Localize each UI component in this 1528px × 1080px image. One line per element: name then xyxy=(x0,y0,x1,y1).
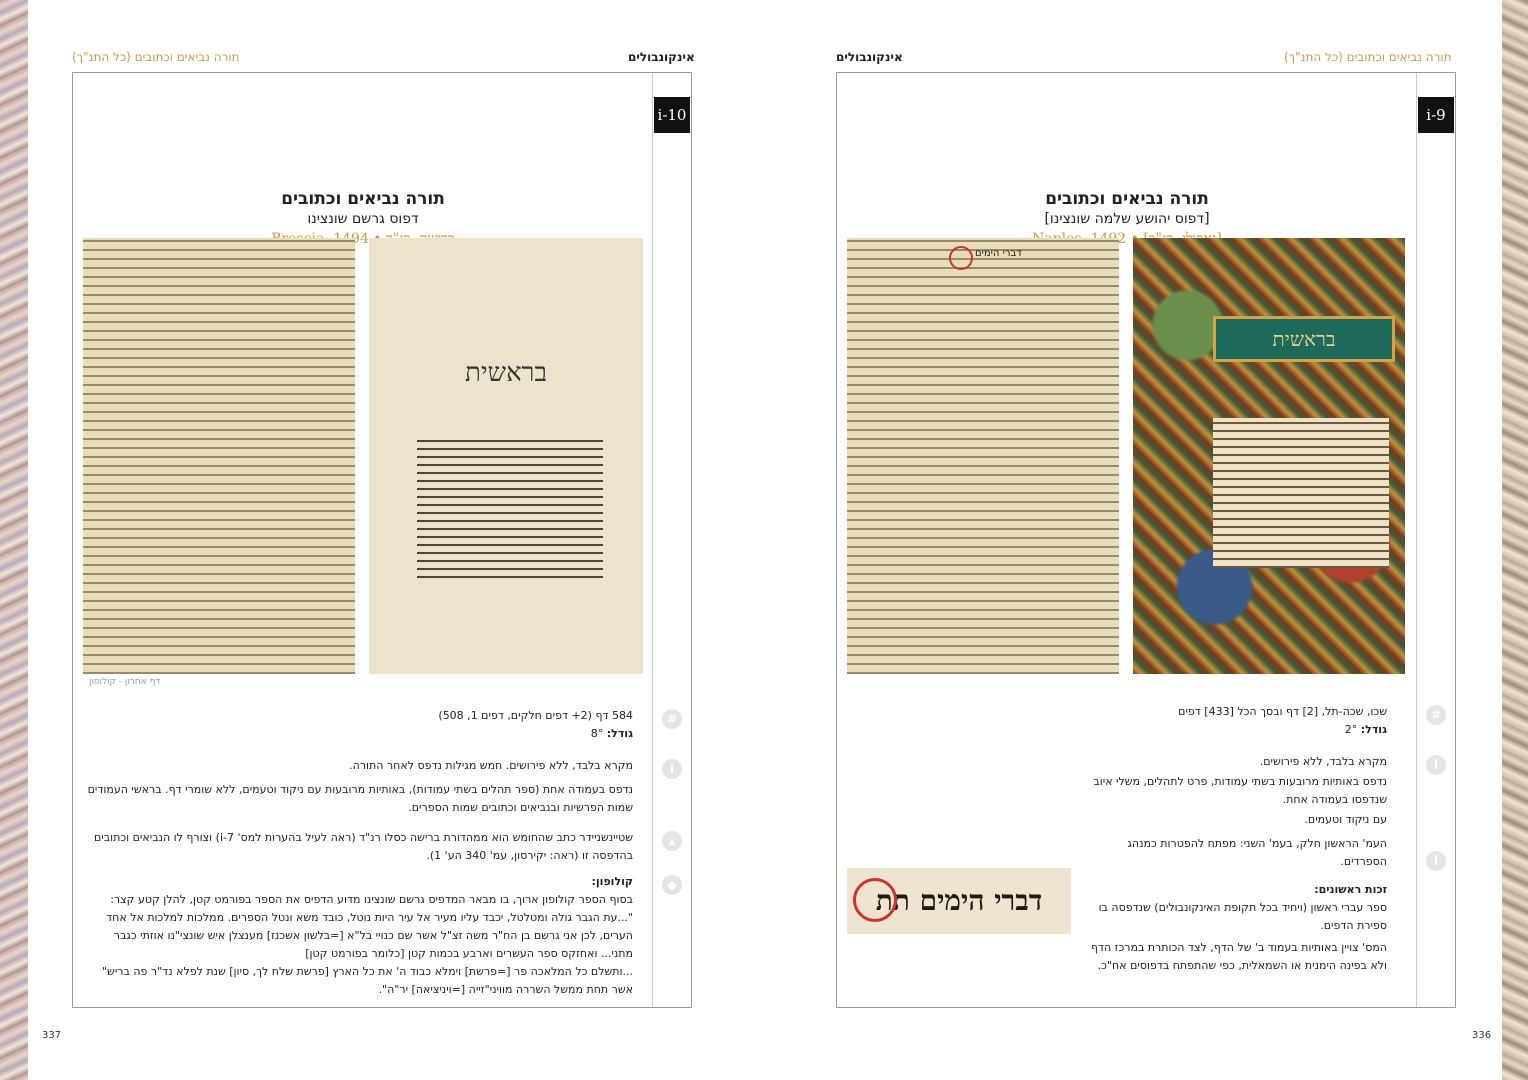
image-header-word: דברי הימים xyxy=(975,248,1022,259)
colophon-p2: "...עת הגבר גולה ומטלטל, יכבד עליו מעיר אל עיר היות נוטל, כובד משא ונטל הספרים. ממלכות למלכות אל אחד הערים, לכן אני גרשם בן הח"ר משה זצ"ל אשר שם כנויי בל"א [=בלשון אשכנז] מענצלן איש שונצי"נו אוזתי כגבר מתני... ואחזקס ספר העשרים וארבע בכמות קטן [כלומר בפורמט קטן] xyxy=(106,911,633,960)
folio-circle-mark xyxy=(853,878,897,922)
firsts-p2: המס' צויין באותיות בעמוד ב' של הדף, לצד הכותרת במרכז הדף ולא בפינה הימנית או השמאלית, כפי שהתפתח בדפוסים אח"כ. xyxy=(1090,941,1387,972)
colophon-label: קולופון: xyxy=(591,875,633,888)
first-page-image xyxy=(369,238,643,674)
running-head-gold: תורה נביאים וכתובים (כל התנ"ך) xyxy=(1284,50,1452,64)
marbled-edge-right xyxy=(1502,0,1528,1080)
entry-title: תורה נביאים וכתובים xyxy=(281,189,445,209)
entry-frame xyxy=(72,72,692,1008)
page-left xyxy=(28,0,764,1080)
desc-p4: העמ' הראשון חלק, בעמ' השני: מפתח להפטרות כמנהג הספרדים. xyxy=(1127,837,1387,868)
colophon-p1: בסוף הספר קולופון ארוך, בו מבאר המדפיס גרשם שונצינו מדוע הדפיס את הספר בפורמט קטן, להלן קטע קצר: xyxy=(110,893,633,906)
desc-p3: עם ניקוד וטעמים. xyxy=(1304,813,1387,826)
size-value: 8° xyxy=(590,727,604,740)
colophon-p3: ...ותשלם כל המלאכה פר [=פרשת] וימלא כבוד ה' את כל הארץ [פרשת שלח לך, סיון] שנת לפלא נד"ר פה בריש" אשר תחת ממשל השררה מוויני"זייה [=ויניציאה] יר"ה". xyxy=(101,965,633,996)
entry-frame xyxy=(836,72,1456,1008)
running-head-gold: תורה נביאים וכתובים (כל התנ"ך) xyxy=(72,50,240,64)
firsts-label: זכות ראשונים: xyxy=(1314,883,1387,896)
inset-text: דברי הימים תת xyxy=(875,884,1043,917)
entry-body xyxy=(1087,703,1387,975)
entry-subtitle: [דפוס יהושע שלמה שונצינו] xyxy=(1044,211,1210,227)
side-column xyxy=(1416,73,1455,1007)
image-text-block xyxy=(417,438,603,578)
colophon-page-image xyxy=(83,238,355,674)
page-number-left: 337 xyxy=(42,1030,62,1041)
entry-body xyxy=(83,707,633,999)
desc-p2: נדפס באותיות מרובעות בשתי עמודות, פרט לתהלים, משלי איוב שנדפסו בעמודה אחת. xyxy=(1093,775,1387,806)
folio-number-detail-image xyxy=(847,868,1071,934)
firsts-p1: ספר עברי ראשון (ויחיד בכל תקופת האינקונבולים) שנדפסה בו ספירת הדפים. xyxy=(1098,901,1387,932)
size-label: גודל: xyxy=(606,727,633,740)
illuminated-title-band xyxy=(1213,316,1395,362)
entry-title: תורה נביאים וכתובים xyxy=(1045,189,1209,209)
running-head-section: אינקונבולים xyxy=(628,50,695,64)
info-icon: i xyxy=(662,759,682,779)
image-band-word: בראשית xyxy=(1272,327,1336,351)
desc-p1: מקרא בלבד, ללא פירושים. xyxy=(1259,755,1387,768)
marbled-edge-left xyxy=(0,0,28,1080)
entry-subtitle: דפוס גרשם שונצינו xyxy=(307,211,419,227)
entry-id: i-10 xyxy=(654,97,690,133)
page-right xyxy=(764,0,1502,1080)
specs-line: שכו, שכה-תל, [2] דף ובסך הכל [433] דפים xyxy=(1178,705,1387,718)
folio-circle-mark xyxy=(949,246,973,270)
desc-p2: נדפס בעמודה אחת (ספר תהלים בשתי עמודות), באותיות מרובעות עם ניקוד וטעמים, ללא שומרי דף. בראשי העמודים שמות הפרשיות ובנביאים וכתובים שמות הספרים. xyxy=(87,783,633,814)
bookmark-icon: ▴ xyxy=(662,831,682,851)
hash-icon: # xyxy=(662,709,682,729)
desc-p1: מקרא בלבד, ללא פירושים. חמש מגילות נדפס לאחר התורה. xyxy=(349,759,633,772)
two-column-page-image xyxy=(847,238,1119,674)
illuminated-text-block xyxy=(1213,418,1389,568)
specs-line: 584 דף (2+ דפים חלקים, דפים 1, 508) xyxy=(438,709,633,722)
running-head-section: אינקונבולים xyxy=(836,50,903,64)
info-icon-2: i xyxy=(1426,851,1446,871)
size-label: גודל: xyxy=(1360,723,1387,736)
illuminated-page-image xyxy=(1133,238,1405,674)
image-caption: דף אחרון - קולופון xyxy=(89,677,161,687)
page-number-right: 336 xyxy=(1472,1030,1492,1041)
desc-p3: שטיינשניידר כתב שהחומש הוא ממהדורת ברישה כסלו רנ"ד (ראה לעיל בהערות למס' i-7) וצורף לו הנביאים וכתובים בהדפסה זו (ראה: יקירסון, עמ' 340 הע' 1). xyxy=(93,831,633,862)
hash-icon: # xyxy=(1426,705,1446,725)
entry-id: i-9 xyxy=(1418,97,1454,133)
side-column xyxy=(652,73,691,1007)
info-icon: i xyxy=(1426,755,1446,775)
size-value: 2° xyxy=(1344,723,1358,736)
image-title-word: בראשית xyxy=(465,358,547,388)
diamond-icon: ◆ xyxy=(662,875,682,895)
